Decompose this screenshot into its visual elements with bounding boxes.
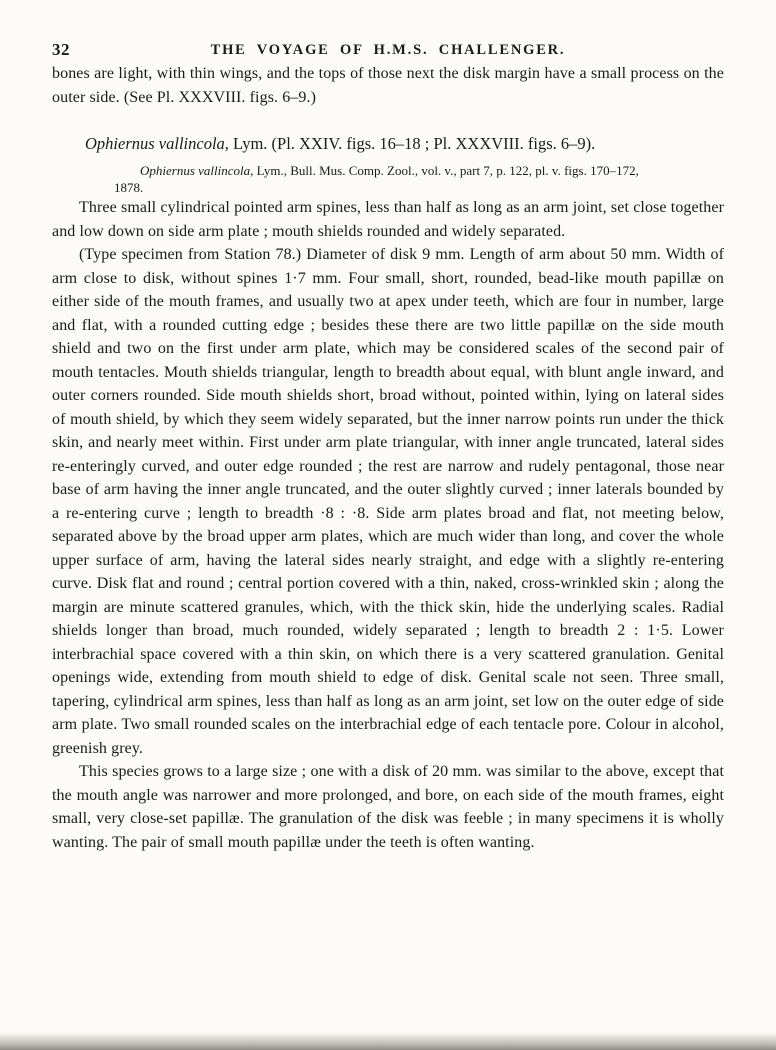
- citation-rest: , Lym., Bull. Mus. Comp. Zool., vol. v., part 7, p. 122, pl. v. figs. 170–172,: [250, 163, 639, 178]
- running-title: THE VOYAGE OF H.M.S. CHALLENGER.: [210, 42, 566, 58]
- species-heading: [52, 132, 724, 155]
- citation-line-2: 1878.: [114, 180, 144, 195]
- species-heading-rest: , Lym. (Pl. XXIV. figs. 16–18 ; Pl. XXXVIII. figs. 6–9).: [224, 134, 596, 153]
- citation-line-1: [140, 162, 724, 179]
- page-number: 32: [52, 40, 70, 59]
- species-name: Ophiernus vallincola: [85, 134, 225, 153]
- description-paragraph: (Type specimen from Station 78.) Diameter of disk 9 mm. Length of arm about 50 mm. Width of arm close to disk, without spines 1·7 mm. Four small, short, rounded, bead-like mouth papillæ on either side of the mouth frames, and usually two at apex under teeth, which are four in number, large and flat, with a rounded cutting edge ; besides these there are two little papillæ on the side mouth shield and two on the first under arm plate, which may be considered scales of the second pair of mouth tentacles. Mouth shields triangular, length to breadth about equal, with blunt angle inward, and outer corners rounded. Side mouth shields short, broad without, pointed within, lying on lateral sides of mouth shield, by which they seem widely separated, but the inner narrow points run under the thick skin, and nearly meet within. First under arm plate triangular, with inner angle truncated, lateral sides re-enteringly curved, and outer edge rounded ; the rest are narrow and rudely pentagonal, those near base of arm having the inner angle truncated, and the outer slightly curved ; inner laterals bounded by a re-entering curve ; length to breadth ·8 : ·8. Side arm plates broad and flat, not meeting below, separated above by the broad upper arm plates, which are much wider than long, and cover the whole upper surface of arm, having the lateral sides nearly straight, and edge with a slightly re-entering curve. Disk flat and round ; central portion covered with a thin, naked, cross-wrinkled skin ; along the margin are minute scattered granules, which, with the thick skin, hide the underlying scales. Radial shields longer than broad, much rounded, widely separated ; length to breadth 2 : 1·5. Lower interbrachial space covered with a thin skin, on which there is a very scattered granulation. Genital openings wide, extending from mouth shield to edge of disk. Genital scale not seen. Three small, tapering, cylindrical arm spines, less than half as long as an arm joint, set low on the outer edge of side arm plate. Two small rounded scales on the interbrachial edge of each tentacle pore. Colour in alcohol, greenish grey.: [52, 246, 724, 757]
- citation-species-name: Ophiernus vallincola: [140, 163, 251, 178]
- intro-paragraph: bones are light, with thin wings, and the tops of those next the disk margin have a small process on the outer side. (See Pl. XXXVIII. figs. 6–9.): [52, 65, 724, 106]
- page-header: [52, 40, 724, 62]
- citation-block: [52, 162, 724, 196]
- diagnosis-paragraph: Three small cylindrical pointed arm spines, less than half as long as an arm joint, set close together and low down on side arm plate ; mouth shields rounded and widely separated.: [52, 199, 724, 240]
- variation-paragraph: This species grows to a large size ; one with a disk of 20 mm. was similar to the above, except that the mouth angle was narrower and more prolonged, and bore, on each side of the mouth frames, eight small, very close-set papillæ. The granulation of the disk was feeble ; in many specimens it is wholly wanting. The pair of small mouth papillæ under the teeth is often wanting.: [52, 763, 724, 851]
